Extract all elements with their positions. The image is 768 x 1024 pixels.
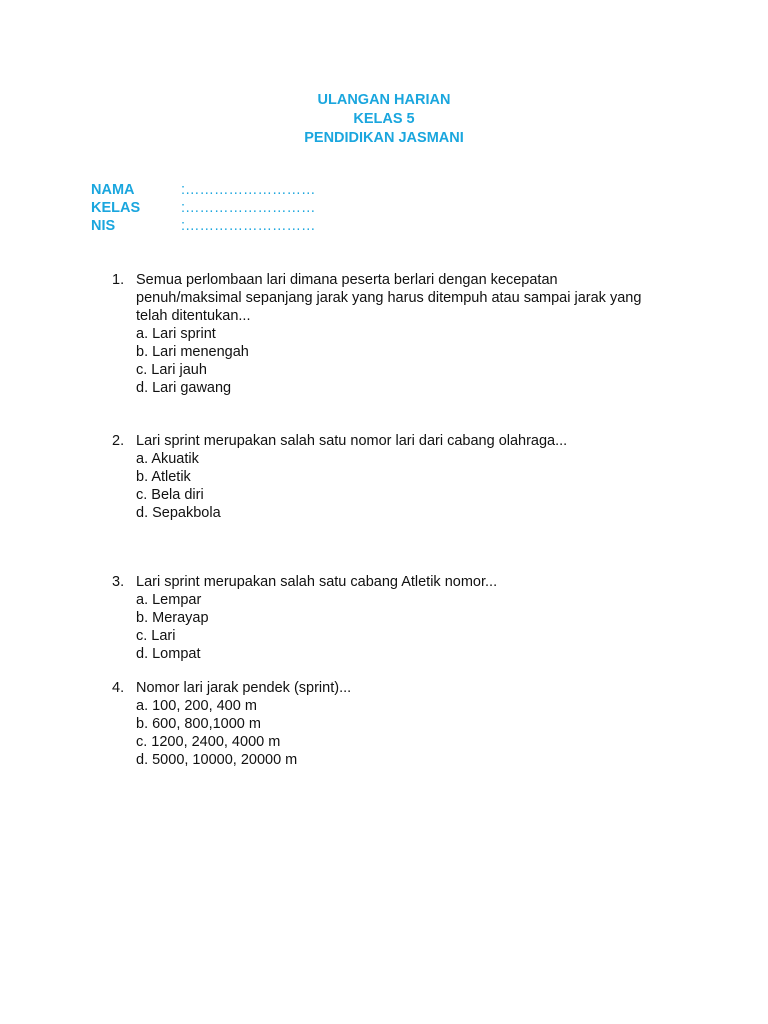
question-text-line: Lari sprint merupakan salah satu nomor lari dari cabang olahraga... bbox=[136, 433, 568, 449]
header-title: ULANGAN HARIAN bbox=[317, 92, 451, 108]
question-text-line: Nomor lari jarak pendek (sprint)... bbox=[136, 680, 352, 696]
answer-option: a. Lari sprint bbox=[136, 326, 216, 342]
identity-fill-line: :……………………… bbox=[181, 200, 316, 216]
question-number: 2. bbox=[112, 433, 125, 449]
question-1 bbox=[112, 271, 672, 397]
header-subject: PENDIDIKAN JASMANI bbox=[304, 130, 464, 146]
question-number: 1. bbox=[112, 272, 125, 288]
identity-fill-line: :……………………… bbox=[181, 182, 316, 198]
identity-label: NIS bbox=[91, 218, 116, 234]
question-2 bbox=[112, 432, 672, 522]
question-body bbox=[136, 271, 672, 397]
answer-option: c. Lari bbox=[136, 628, 176, 644]
question-body bbox=[136, 573, 672, 663]
question-text-line: Semua perlombaan lari dimana peserta berlari dengan kecepatan bbox=[136, 272, 558, 288]
answer-option: c. Bela diri bbox=[136, 487, 204, 503]
document-header bbox=[0, 91, 768, 148]
answer-option: d. Lompat bbox=[136, 646, 201, 662]
answer-option: d. Sepakbola bbox=[136, 505, 221, 521]
answer-option: a. Akuatik bbox=[136, 451, 199, 467]
identity-fill-line: :……………………… bbox=[181, 218, 316, 234]
answer-option: b. 600, 800,1000 m bbox=[136, 716, 261, 732]
answer-option: b. Atletik bbox=[136, 469, 191, 485]
identity-label: KELAS bbox=[91, 200, 141, 216]
identity-label: NAMA bbox=[91, 182, 135, 198]
answer-option: c. Lari jauh bbox=[136, 362, 207, 378]
question-body bbox=[136, 432, 672, 522]
question-text-line: Lari sprint merupakan salah satu cabang Atletik nomor... bbox=[136, 574, 498, 590]
answer-option: d. Lari gawang bbox=[136, 380, 232, 396]
answer-option: c. 1200, 2400, 4000 m bbox=[136, 734, 281, 750]
answer-option: a. 100, 200, 400 m bbox=[136, 698, 257, 714]
question-number: 3. bbox=[112, 574, 125, 590]
question-3 bbox=[112, 573, 672, 663]
question-4 bbox=[112, 679, 672, 769]
question-number: 4. bbox=[112, 680, 125, 696]
header-class: KELAS 5 bbox=[353, 111, 415, 127]
answer-option: b. Merayap bbox=[136, 610, 209, 626]
answer-option: d. 5000, 10000, 20000 m bbox=[136, 752, 298, 768]
question-text-line: telah ditentukan... bbox=[136, 308, 251, 324]
question-text-line: penuh/maksimal sepanjang jarak yang harus ditempuh atau sampai jarak yang bbox=[136, 290, 642, 306]
answer-option: b. Lari menengah bbox=[136, 344, 249, 360]
answer-option: a. Lempar bbox=[136, 592, 202, 608]
question-body bbox=[136, 679, 672, 769]
